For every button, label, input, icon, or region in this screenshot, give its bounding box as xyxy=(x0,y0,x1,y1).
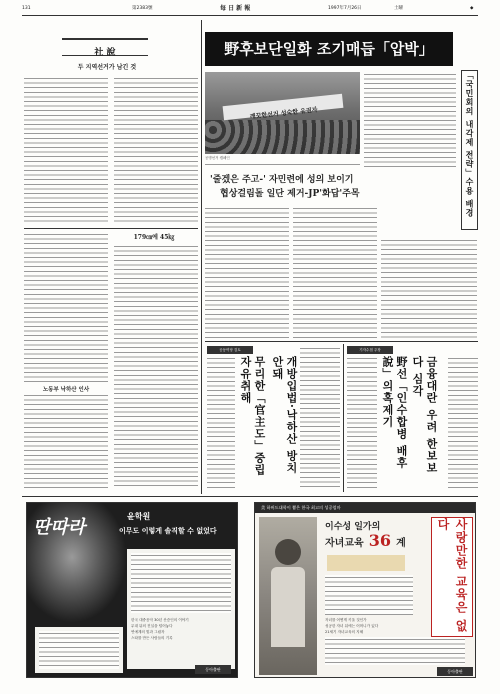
ad-right-note: 21세기 자녀교육의 지혜 xyxy=(325,630,364,634)
photo-caption: 공명선거 캠페인 xyxy=(205,156,230,160)
ad-right-title-line: 이수성 일가의 xyxy=(325,522,381,532)
editorial-title-2: 179㎝에 45㎏ xyxy=(133,234,175,241)
photo-crowd xyxy=(205,120,360,154)
column-2-tag: 기자수첩 주장 xyxy=(347,346,393,354)
paper-name: 每 日 新 報 xyxy=(220,5,251,12)
lead-article-rule xyxy=(205,341,478,342)
lead-article-col-1 xyxy=(205,206,289,338)
news-photo xyxy=(205,72,360,154)
ad-right-body-2 xyxy=(325,637,465,665)
editorial-body-1b xyxy=(114,76,198,224)
ad-left-body xyxy=(131,553,231,613)
subheadline-1: '줄겠은 주고-' 자민련에 성의 보이기 xyxy=(210,175,354,185)
column-rule-middle xyxy=(343,344,344,492)
ad-left-bullet: 무대 뒤의 진실을 털어놓다 xyxy=(131,624,173,628)
column-1-heading-box xyxy=(238,356,304,476)
editorial-label: 社 說 xyxy=(94,48,116,58)
column-1-heading-b: 개방입법·낙하산 방치안돼 xyxy=(271,356,298,474)
column-1-heading-a: 무리한「官主도」중립 자유취해 xyxy=(239,356,266,476)
column-2-body-b xyxy=(448,356,478,490)
ad-left-bullet: 한국 대중음악 30년 산증인의 이야기 xyxy=(131,618,189,622)
ad-right-title-unit: 계 xyxy=(396,538,406,549)
ad-left-bullet-list xyxy=(131,617,231,641)
lead-article-body xyxy=(364,72,456,168)
editorial-divider xyxy=(24,228,198,229)
ad-right-photo xyxy=(259,517,317,675)
ad-left-bullet: 연예계의 빛과 그림자 xyxy=(131,630,165,634)
column-rule-left xyxy=(201,20,202,494)
photo-banner-text: 깨끗한선거 성숙한 유권자 xyxy=(249,106,318,121)
photo-banner xyxy=(223,94,344,120)
masthead-mark: ◆ xyxy=(470,6,474,11)
editorial-body-2b xyxy=(114,244,198,490)
ad-left-headline: 이무도 이렇게 솔직할 수 없었다 xyxy=(119,527,217,535)
ad-right-top: 美 하버드대학이 뽑은 한국 최고의 성공엄마 xyxy=(261,505,341,510)
side-headline-box xyxy=(461,70,478,230)
weekday: 土曜 xyxy=(394,6,403,11)
main-headline: 野후보단일화 조기매듭「압박」 xyxy=(224,40,434,58)
ad-right-note: 자녀를 어떻게 키울 것인가 xyxy=(325,618,367,622)
publication-date: 1997年7月26日 xyxy=(328,6,362,11)
ad-left-caption xyxy=(39,631,119,669)
editorial-body-1a xyxy=(24,76,108,224)
ad-right-vertical-title: 사랑만한 교육은 없다 xyxy=(436,518,468,633)
side-headline: 「국민회의 내각제 전략」수용 배경 xyxy=(465,71,475,218)
ad-left-author: 윤학원 xyxy=(127,512,151,521)
ad-right-photo-figure xyxy=(275,539,301,565)
ads-top-rule xyxy=(22,496,478,497)
ad-right-photo-body xyxy=(271,567,305,647)
ad-left-publisher: 동아출판 xyxy=(195,665,231,674)
column-2-heading-a: 금융대란 우려 한보보다 심각 xyxy=(411,356,438,474)
lead-article-col-3 xyxy=(381,238,477,338)
column-1-tag: 공동여당 검토 xyxy=(207,346,253,354)
ad-left-brand: 딴따라 xyxy=(33,517,86,538)
ad-right-notes xyxy=(325,617,425,635)
ad-right-body-1 xyxy=(325,575,413,615)
ad-right-publisher: 동아출판 xyxy=(437,667,473,676)
column-2-heading-b: 野선「인수합병 배후說」의혹제기 xyxy=(381,356,408,469)
edition-number: 第2383號 xyxy=(132,6,153,11)
ad-right-note: 성공한 자녀 뒤에는 어머니가 있다 xyxy=(325,624,379,628)
column-1-body-a xyxy=(207,356,235,490)
lead-article-col-2 xyxy=(293,206,377,338)
main-headline-box xyxy=(205,32,453,66)
ad-left xyxy=(26,502,238,678)
ad-right-vertical-box xyxy=(431,517,473,637)
editorial-column xyxy=(22,20,198,494)
ad-right-highlight xyxy=(327,555,405,571)
masthead xyxy=(22,4,478,14)
ad-right-topbar xyxy=(255,503,475,513)
column-2-heading-box xyxy=(380,356,446,476)
ad-right-title-big: 자녀교육 xyxy=(325,538,364,549)
editorial-title-1: 두 지역선거가 남긴 것 xyxy=(77,64,137,71)
ad-left-bullet: 스타를 만든 사람들의 기록 xyxy=(131,636,173,640)
editorial-label-box xyxy=(62,38,148,56)
editorial-title-3: 노동부 낙하산 인사 xyxy=(24,386,108,394)
editorial-body-2a xyxy=(24,232,108,490)
masthead-rule xyxy=(22,15,478,16)
ad-right-title-group xyxy=(325,531,406,550)
ad-right-title-num: 36 xyxy=(368,531,391,550)
column-2-body-a xyxy=(347,356,377,490)
subheadline-2: 협상걸림돌 일단 제거-JP'화답'주목 xyxy=(220,189,360,199)
ad-right xyxy=(254,502,476,678)
column-1-body-b xyxy=(300,346,340,490)
page-number: 131 xyxy=(22,6,31,11)
photo-caption-text xyxy=(205,162,360,168)
